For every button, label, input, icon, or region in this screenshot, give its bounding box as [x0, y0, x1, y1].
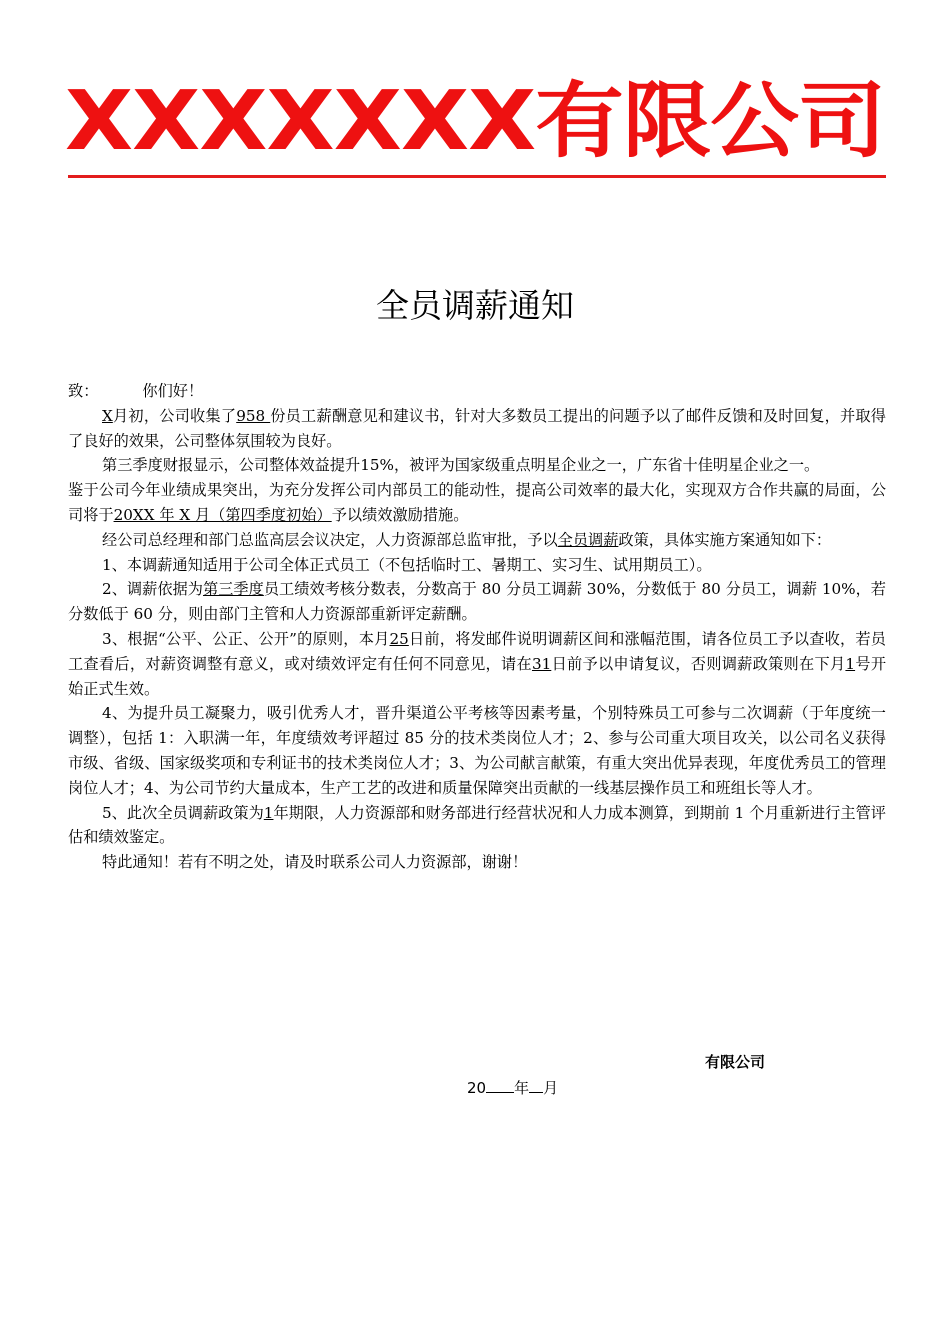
rule-item-4: 4、为提升员工凝聚力，吸引优秀人才，晋升渠道公平考核等因素考量，个别特殊员工可参与二次调薪（于年度统一调整），包括 1：入职满一年，年度绩效考评超过 85 分的技术类岗位人才；2、参与公司重大项目攻关，以公司名义获得市级、省级、国家级奖项和专利证书的技术类岗位人才；3、为公司献言献策，有重大突出优异表现，年度优秀员工的管理岗位人才；4、为公司节约大量成本，生产工艺的改进和质量保障突出贡献的一线基层操作员工和班组长等人才。	[68, 704, 886, 797]
salutation	[68, 379, 886, 404]
submission-count: 958	[236, 406, 271, 425]
rule-item-1: 1、本调薪通知适用于公司全体正式员工（不包括临时工、暑期工、实习生、试用期员工）。	[102, 555, 712, 574]
notice-day: 25	[389, 629, 409, 648]
quarter-basis: 第三季度	[202, 580, 264, 599]
paragraph-financials: 第三季度财报显示，公司整体效益提升15%，被评为国家级重点明星企业之一，广东省十佳明星企业之一。	[102, 456, 820, 475]
notice-body	[68, 379, 886, 875]
policy-term: 1	[263, 803, 274, 822]
letterhead-divider	[68, 175, 886, 178]
document-title: 全员调薪通知	[376, 286, 574, 325]
signature-date: 20 年 月	[467, 1076, 617, 1100]
salutation-greeting: 你们好！	[142, 382, 204, 400]
signature-company: 有限公司	[705, 1053, 766, 1071]
rule-item-5: 5、此次全员调薪政策为1年期限，人力资源部和财务部进行经营状况和人力成本测算，到期前 1 个月重新进行主管评估和绩效鉴定。	[68, 803, 886, 847]
rule-item-2: 2、调薪依据为第三季度员工绩效考核分数表，分数高于 80 分员工调薪 30%，分数低于 80 分员工，调薪 10%，若分数低于 60 分，则由部门主管和人力资源部重新评定薪酬。	[68, 580, 886, 624]
month-blank	[529, 1076, 543, 1093]
salutation-to: 致：	[68, 382, 99, 400]
appeal-day: 31	[531, 654, 552, 673]
rule-item-3: 3、根据“公平、公正、公开”的原则，本月25日前，将发邮件说明调薪区间和涨幅范围，请各位员工予以查收，若员工查看后，对薪资调整有意义，或对绩效评定有任何不同意见，请在31日前予以申请复议，否则调薪政策则在下月1号开始正式生效。	[68, 629, 887, 698]
paragraph-incentive: 鉴于公司今年业绩成果突出，为充分发挥公司内部员工的能动性，提高公司效率的最大化，实现双方合作共赢的局面，公司将于20XX 年 X 月（第四季度初始）予以绩效激励措施。	[68, 481, 886, 524]
paragraph-feedback: X月初，公司收集了958 份员工薪酬意见和建议书，针对大多数员工提出的问题予以了邮件反馈和及时回复，并取得了良好的效果，公司整体氛围较为良好。	[68, 406, 886, 450]
company-letterhead: XXXXXXX有限公司	[64, 74, 886, 169]
month-placeholder: X	[102, 406, 113, 425]
effective-period: 20XX 年 X 月（第四季度初始）	[113, 505, 332, 524]
closing-line: 特此通知！若有不明之处，请及时联系公司人力资源部，谢谢！	[102, 853, 528, 872]
year-blank	[486, 1076, 514, 1093]
effective-day: 1	[845, 654, 856, 673]
policy-name: 全员调薪	[557, 530, 619, 549]
paragraph-decision: 经公司总经理和部门总监高层会议决定，人力资源部总监审批，予以全员调薪政策，具体实施方案通知如下：	[102, 530, 831, 549]
